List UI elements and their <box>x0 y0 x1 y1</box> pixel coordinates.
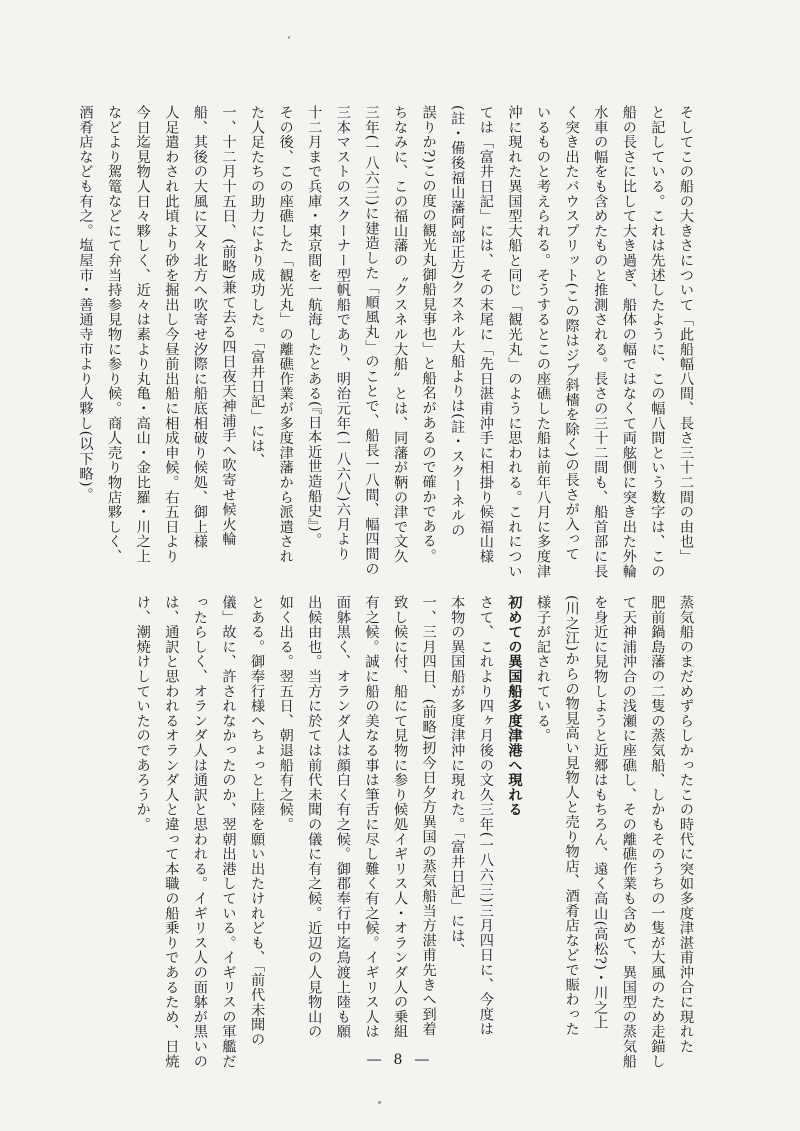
text-column: 様子が記されている。 <box>535 595 552 743</box>
text-column: 儀」故に、許されなかったのか、翌朝出港している。イギリスの軍艦だ <box>220 595 237 1069</box>
lower-text-block <box>100 595 700 1069</box>
text-column: 一、十二月十五日、(前略)兼て去る四日夜天神浦手へ吹寄せ候火輪 <box>220 105 237 547</box>
text-column: とある。御奉行様へちょっと上陸を願い出たけれども、「前代未聞の <box>249 595 266 1047</box>
text-column: 十二月まで兵庫・東京間を一航海したとある(『日本近世造船史』)。 <box>306 105 323 548</box>
text-column: 三本マストのスクーナー型帆船であり、明治元年(一八六八)六月より <box>334 105 351 562</box>
text-column: を身近に見物しようと近郷はもちろん、遠く高山(高松?)・川之上 <box>592 595 609 1030</box>
text-column: は、通訳と思われるオランダ人と違って本職の船乗りであるため、日焼 <box>163 595 180 1069</box>
text-column: 出候由也。当方に於ては前代未聞の儀に有之候。近辺の人見物山の <box>306 595 323 1039</box>
text-column: 船、其後の大風に又々北方へ吹寄せ汐際に船底相破り候処、御上様 <box>191 105 208 549</box>
text-column: などより駕篭などにて弁当持参見物に参り候。商人売り物店夥しく、 <box>106 105 123 564</box>
text-column: (註・備後福山藩阿部正方)クスネル大船よりは(註・スクーネルの <box>449 105 466 538</box>
paper-speck <box>378 1101 381 1104</box>
text-column: く突き出たバウスプリット(この際はジブ斜檣を除く)の長さが入って <box>563 105 580 562</box>
section-heading: 初めての異国船多度津港へ現れる <box>506 595 523 817</box>
text-column: ったらしく、オランダ人は通訳と思われる。イギリス人の面躰が黒いの <box>191 595 208 1069</box>
text-column: 沖に現れた異国型大船と同じ「観光丸」のように思われる。これについ <box>506 105 523 579</box>
text-column: 今日迄見物人日々夥しく、近々は素より丸亀・高山・金比羅・川之上 <box>134 105 151 564</box>
text-column: (川之江)からの物見高い見物人と売り物店、酒肴店などで賑わった <box>563 595 580 1037</box>
text-column: 本物の異国船が多度津沖に現れた。「富井日記」には、 <box>449 595 466 958</box>
text-column: 面躰黒く、オランダ人は顔白く有之候。御郡奉行中迄鳥渡上陸も願 <box>334 595 351 1039</box>
text-column: 肥前鍋島藩の二隻の蒸気船、しかもそのうちの一隻が大風のため走錨し <box>649 595 666 1069</box>
text-column: け、潮焼けしていたのであろうか。 <box>134 595 151 832</box>
text-column: た人足たちの助力により成功した。「富井日記」には、 <box>249 105 266 468</box>
text-column: と記している。これは先述したように、この幅八間という数字は、この <box>649 105 666 579</box>
text-column: 船の長さに比して大き過ぎ、船体の幅ではなくて両舷側に突き出た外輪 <box>620 105 637 579</box>
text-column: て天神浦沖合の浅瀬に座礁し、その離礁作業も含めて、異国型の蒸気船 <box>620 595 637 1069</box>
text-column: ちなみに、この福山藩の〝クスネル大船〟とは、同藩が鞆の津で文久 <box>392 105 409 564</box>
text-column: 有之候。誠に船の美なる事は筆舌に尽し難く有之候。イギリス人は <box>363 595 380 1039</box>
text-column: 蒸気船のまだめずらしかったこの時代に突如多度津湛甫沖合に現れた <box>678 595 694 1054</box>
text-column: いるものと考えられる。そうするとこの座礁した船は前年八月に多度津 <box>535 105 552 579</box>
text-column: 誤りか?)この度の観光丸御船見事也」と船名があるので確かである。 <box>420 105 437 564</box>
text-column: 致し候に付、船にて見物に参り候処イギリス人・オランダ人の乗組 <box>392 595 409 1039</box>
upper-text-block <box>77 105 700 579</box>
text-column: 酒肴店なども有之。塩屋市・善通寺市より人夥し(以下略)。 <box>77 105 94 503</box>
page-number: ― 8 ― <box>367 1052 433 1068</box>
text-column: そしてこの船の大きさについて「此船幅八間、長さ三十二間の由也」 <box>678 105 694 564</box>
text-column: 水車の幅をも含めたものと推測される。長さの三十二間も、船首部に長 <box>592 105 609 579</box>
text-column: さて、これより四ヶ月後の文久三年(一八六三)三月四日に、今度は <box>477 595 494 1037</box>
text-column: ては「富井日記」には、その末尾に「先日湛甫沖手に相掛り候福山様 <box>477 105 494 564</box>
text-column: 如く出る。翌五日、朝退船有之候。 <box>277 595 294 832</box>
text-column: 三年(一八六三)に建造した「順風丸」のことで、船長一八間、幅四間の <box>363 105 380 577</box>
text-column: 一、三月四日、(前略)扨今日夕方異国の蒸気船当方湛甫先きへ到着 <box>420 595 437 1037</box>
text-column: その後、この座礁した「観光丸」の離礁作業が多度津藩から派遣され <box>277 105 294 564</box>
paper-speck <box>288 36 290 39</box>
text-column: 人足遣わされ此頃より砂を掘出し今昼前出船に相成申候。右五日より <box>163 105 180 564</box>
